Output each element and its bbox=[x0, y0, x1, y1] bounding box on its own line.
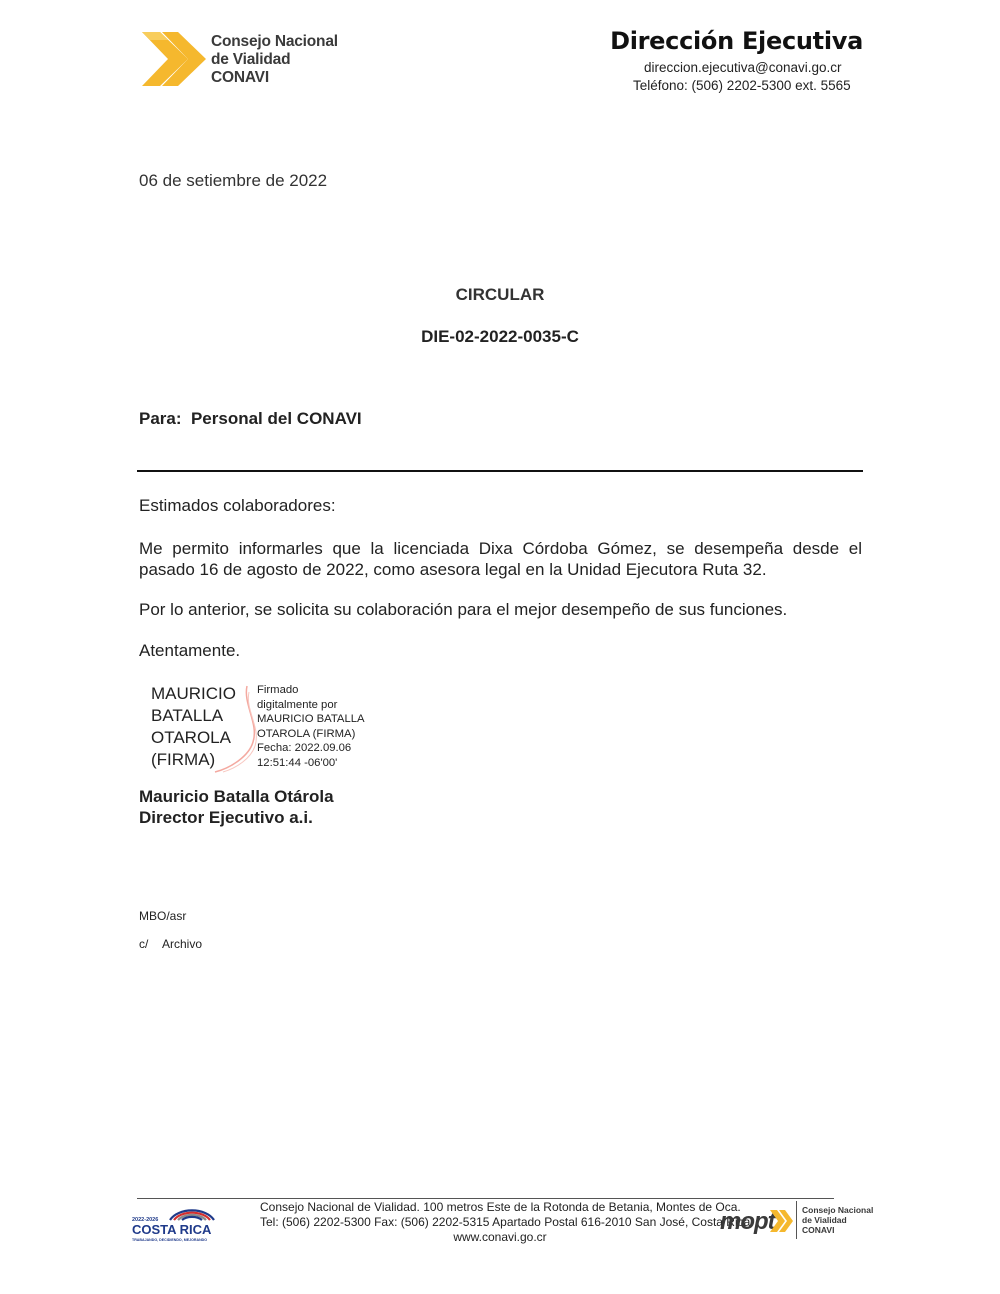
signer-title: Director Ejecutivo a.i. bbox=[139, 808, 313, 827]
footer-conavi-line: CONAVI bbox=[802, 1225, 835, 1235]
mopt-logo bbox=[720, 1204, 795, 1238]
org-name-line: de Vialidad bbox=[211, 51, 291, 68]
copy-value: Archivo bbox=[162, 937, 203, 951]
footer-conavi-name bbox=[802, 1205, 873, 1235]
footer-conavi-line: de Vialidad bbox=[802, 1215, 847, 1225]
copy-label: c/ bbox=[139, 937, 149, 951]
reference-initials: MBO/asr bbox=[139, 909, 187, 923]
footer-conavi-line: Consejo Nacional bbox=[802, 1205, 874, 1215]
footer-logo-divider bbox=[796, 1201, 797, 1239]
signer-name: Mauricio Batalla Otárola bbox=[139, 787, 334, 806]
department-title: Dirección Ejecutiva bbox=[610, 27, 863, 55]
footer-line: www.conavi.go.cr bbox=[453, 1230, 547, 1244]
signature-name-line: OTAROLA bbox=[151, 728, 231, 747]
circular-title: CIRCULAR bbox=[455, 285, 545, 304]
recipient-line: Para: Personal del CONAVI bbox=[139, 409, 362, 428]
org-name bbox=[211, 33, 338, 87]
signature-detail-line: Firmado bbox=[257, 684, 299, 696]
org-name-line: CONAVI bbox=[211, 69, 269, 86]
salutation: Estimados colaboradores: bbox=[139, 496, 336, 515]
footer-line: Tel: (506) 2202-5300 Fax: (506) 2202-5315 Apartado Postal 616-2010 San José, Costa Rica bbox=[260, 1215, 751, 1229]
costa-rica-logo-years: 2022-2026 bbox=[132, 1217, 159, 1223]
signature-details bbox=[257, 683, 365, 771]
signature-detail-line: MAURICIO BATALLA bbox=[257, 713, 365, 726]
costa-rica-logo bbox=[130, 1200, 218, 1244]
signature-name-line: MAURICIO bbox=[151, 684, 236, 703]
signature-detail-line: OTAROLA (FIRMA) bbox=[257, 727, 356, 740]
footer-line: Consejo Nacional de Vialidad. 100 metros Este de la Rotonda de Betania, Montes de Oca. bbox=[260, 1200, 741, 1214]
divider-line bbox=[137, 470, 863, 472]
signature-name-line: (FIRMA) bbox=[151, 750, 216, 769]
costa-rica-logo-slogan: TRABAJANDO, DECIDIENDO, MEJORANDO bbox=[132, 1238, 208, 1242]
department-phone: Teléfono: (506) 2202-5300 ext. 5565 bbox=[633, 78, 851, 93]
department-email: direccion.ejecutiva@conavi.go.cr bbox=[644, 60, 842, 75]
mopt-logo-text: mopt bbox=[720, 1208, 775, 1235]
signature-detail-line: 12:51:44 -06'00' bbox=[257, 756, 338, 769]
body-paragraph: Me permito informarles que la licenciada Dixa Córdoba Gómez, se desempeña desde el pasado 16 de agosto de 2022, como asesora legal en la Unidad Ejecutora Ruta 32. bbox=[139, 539, 862, 579]
conavi-logo-icon bbox=[138, 26, 208, 92]
signature-detail-line: Fecha: 2022.09.06 bbox=[257, 742, 352, 755]
signer-block bbox=[139, 786, 334, 828]
signature-name-line: BATALLA bbox=[151, 706, 224, 725]
org-name-line: Consejo Nacional bbox=[211, 33, 338, 50]
body-paragraph: Por lo anterior, se solicita su colaboración para el mejor desempeño de sus funciones. bbox=[139, 600, 788, 619]
costa-rica-logo-name: COSTA RICA bbox=[132, 1222, 212, 1237]
letter-date: 06 de setiembre de 2022 bbox=[139, 171, 328, 190]
circular-code: DIE-02-2022-0035-C bbox=[421, 327, 579, 346]
signature-detail-line: digitalmente por bbox=[257, 698, 338, 711]
footer-divider bbox=[137, 1198, 834, 1199]
closing: Atentamente. bbox=[139, 641, 241, 660]
